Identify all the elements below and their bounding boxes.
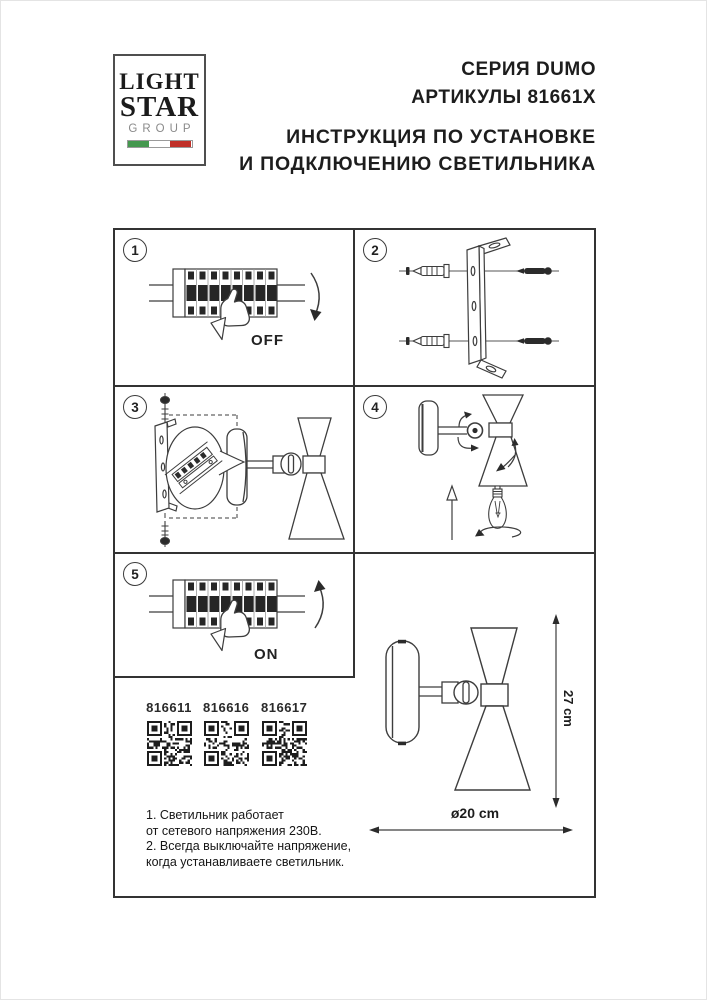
bottom-screw-icon — [161, 521, 170, 545]
page-title-line1: ИНСТРУКЦИЯ ПО УСТАНОВКЕ — [286, 126, 596, 148]
on-label: ON — [254, 646, 279, 663]
dimension-drawing-area — [355, 554, 594, 896]
lightstar-logo — [113, 54, 206, 166]
lamp-arm-drawing — [247, 453, 301, 475]
italian-flag-icon — [127, 140, 193, 148]
note-line: когда устанавливаете светильник. — [146, 854, 345, 869]
height-dimension-line — [553, 614, 560, 808]
article-number: 816617 — [261, 700, 308, 715]
swivel-joint-drawing — [438, 423, 483, 438]
height-dimension-label: 27 cm — [561, 690, 576, 727]
canopy-drawing — [419, 401, 438, 455]
diameter-dimension-label: ø20 cm — [450, 805, 500, 821]
qr-code — [204, 721, 249, 766]
lamp-shade-drawing — [455, 628, 530, 790]
step-number-5: 5 — [123, 562, 147, 586]
product-info-area — [115, 678, 355, 896]
step-number-3: 3 — [123, 395, 147, 419]
step-panel-3 — [115, 387, 355, 554]
lamp-shade-drawing — [479, 395, 527, 486]
product-column — [203, 700, 249, 766]
step-panel-5 — [115, 554, 355, 678]
dimension-drawing — [355, 554, 594, 896]
top-screw-icon — [161, 397, 170, 424]
curved-arrow-up-icon — [314, 580, 326, 628]
product-column — [261, 700, 307, 766]
step-panel-2 — [355, 230, 594, 387]
wiring-callout-illustration — [115, 387, 355, 554]
curved-arrow-down-icon — [310, 273, 322, 321]
lamp-shade-drawing — [289, 418, 344, 539]
mounting-bracket-illustration — [355, 230, 594, 387]
article-number: 816616 — [203, 700, 250, 715]
diameter-dimension-line — [369, 827, 573, 834]
header — [239, 59, 596, 178]
instruction-grid — [113, 228, 596, 898]
series-title: СЕРИЯ DUMO — [461, 59, 596, 80]
breaker-on-illustration — [147, 570, 337, 670]
breaker-off-illustration — [147, 259, 337, 359]
qr-code — [262, 721, 307, 766]
step-panel-1 — [115, 230, 355, 387]
note-line: от сетевого напряжения 230В. — [146, 823, 322, 838]
wall-bracket-drawing — [467, 238, 510, 378]
off-label: OFF — [251, 332, 284, 349]
up-arrow-icon — [447, 486, 457, 540]
step-number-4: 4 — [363, 395, 387, 419]
logo-text-group: GROUP — [128, 123, 196, 135]
articles-title: АРТИКУЛЫ 81661X — [411, 87, 596, 108]
article-number: 816611 — [146, 700, 192, 715]
canopy-drawing — [386, 640, 419, 745]
note-line: 2. Всегда выключайте напряжение, — [146, 839, 352, 853]
step-number-1: 1 — [123, 238, 147, 262]
logo-text-light: LIGHT — [119, 69, 200, 94]
page-title-line2: И ПОДКЛЮЧЕНИЮ СВЕТИЛЬНИКА — [239, 153, 596, 175]
step-number-2: 2 — [363, 238, 387, 262]
logo-text-star: STAR — [119, 91, 200, 123]
qr-code — [147, 721, 192, 766]
bulb-drawing — [489, 486, 507, 528]
lamp-arm-drawing — [419, 681, 478, 704]
note-line: 1. Светильник работает — [146, 808, 284, 822]
product-column — [146, 700, 192, 766]
lamp-adjust-illustration — [355, 387, 594, 554]
step-panel-4 — [355, 387, 594, 554]
safety-notes — [146, 808, 351, 870]
